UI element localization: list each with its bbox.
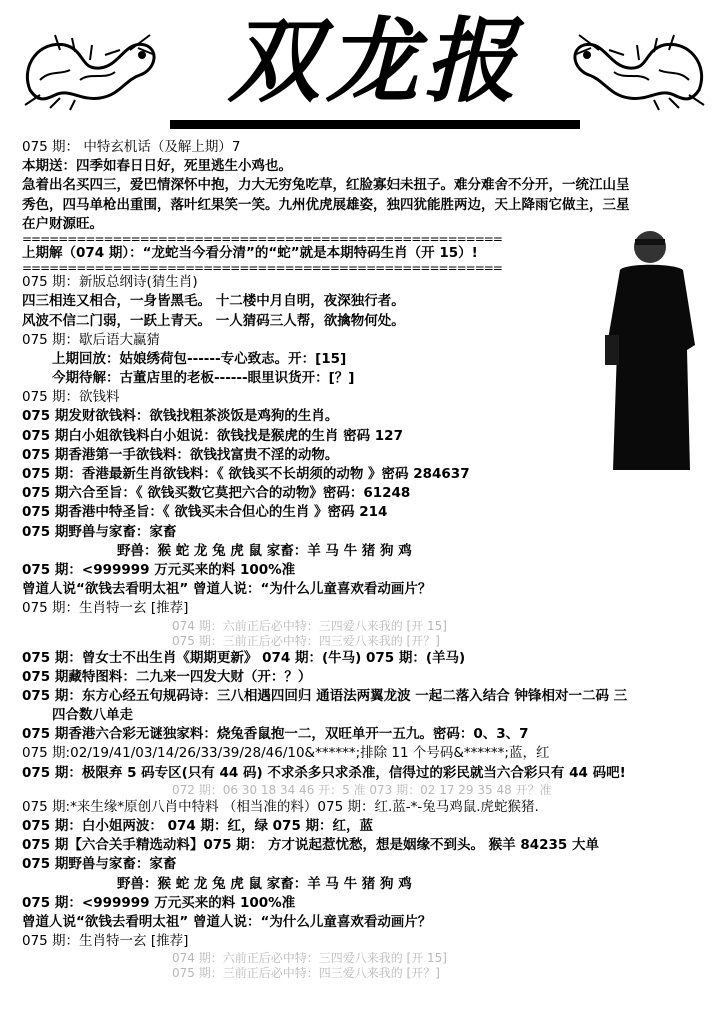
dragon-right-icon xyxy=(569,10,719,120)
text-line: 075 期： 中特玄机话（及解上期）7 xyxy=(22,139,241,155)
faded-line: 075 期：三前正后必中特：四三爱八来我的 [开？] xyxy=(172,966,440,981)
text-line: 075 期：欲钱料 xyxy=(22,389,120,406)
text-line: 075 期：极限弃 5 码专区(只有 44 码) 不求杀多只求杀准，信得过的彩民就当六合彩只有 44 码吧! xyxy=(22,764,626,781)
text-line: 上期回放：姑娘绣荷包------专心致志。开：[15] xyxy=(52,350,347,367)
text-line: 急着出名买四三，爱巴情深怀中抱，力大无穷兔吃草，红脸寡妇未扭子。难分难舍不分开，一统江山呈 xyxy=(22,177,630,194)
text-line: 075 期：<999999 万元买来的料 100%准 xyxy=(22,894,296,911)
faded-line: 074 期：六前正后必中特：三四爱八来我的 [开 15] xyxy=(172,951,447,966)
text-line: 四合数八单走 xyxy=(52,707,133,724)
text-line: 075 期：生肖特一玄 [推荐] xyxy=(22,600,189,617)
masthead-rule xyxy=(170,120,580,129)
text-line: 075 期野兽与家畜：家畜 xyxy=(22,523,177,540)
text-line: 075 期六合至旨：《 欲钱买数它莫把六合的动物》密码：61248 xyxy=(22,485,411,502)
text-line: 曾道人说“欲钱去看明太祖” 曾道人说：“为什么儿童喜欢看动画片？ xyxy=(22,913,432,930)
text-line: 075 期：生肖特一玄 [推荐] xyxy=(22,933,189,950)
text-line: 075 期发财欲钱料：欲钱找粗茶淡饭是鸡狗的生肖。 xyxy=(22,408,339,425)
text-line: 在户财源旺。 xyxy=(22,215,103,232)
text-line: 075 期：香港最新生肖欲钱料：《 欲钱买不长胡须的动物 》密码 284637 xyxy=(22,466,470,482)
text-line: 野兽：猴 蛇 龙 兔 虎 鼠 家畜：羊 马 牛 猪 狗 鸡 xyxy=(117,542,412,559)
text-line: 075 期香港六合彩无谜独家料：烧兔香鼠抱一二，双旺单开一五九。密码：0、3、7 xyxy=(22,726,529,743)
text-line: 075 期：曾女士不出生肖《期期更新》 074 期：(牛马) 075 期：(羊马) xyxy=(22,649,466,666)
faded-line: 075 期：三前正后必中特：四三爱八来我的 [开？] xyxy=(172,633,440,648)
text-line: 风波不信二门弱，一跃上青天。 一人猜码三人帮，欲擒物何处。 xyxy=(22,312,405,329)
article-body xyxy=(22,138,712,981)
text-line: 075 期：歇后语大赢猜 xyxy=(22,331,161,348)
text-line: 075 期：白小姐两波： 074 期：红，绿 075 期：红，蓝 xyxy=(22,818,374,834)
separator: ===================================================== xyxy=(22,233,502,244)
text-line: 075 期:*来生缘*原创八肖中特料 （相当准的料）075 期：红.蓝-*-兔马鸡鼠.虎蛇猴猪. xyxy=(22,798,539,815)
text-line: 075 期：东方心经五句规码诗：三八相遇四回归 通语法两翼龙波 一起二落入结合 钟锋相对一二码 三 xyxy=(22,687,628,704)
text-line: 075 期:02/19/41/03/14/26/33/39/28/46/10&******;排除 11 个号码&******;蓝，红 xyxy=(22,745,550,762)
separator: ===================================================== xyxy=(22,263,502,274)
faded-line: 074 期：六前正后必中特：三四爱八来我的 [开 15] xyxy=(172,618,447,633)
faded-line: 072 期：06 30 18 34 46 开：5 准 073 期：02 17 29 35 48 开？准 xyxy=(172,782,552,797)
text-line: 今期待解：古董店里的老板------眼里识货开：[？] xyxy=(52,370,355,387)
text-line: 075 期：<999999 万元买来的料 100%准 xyxy=(22,561,296,578)
text-line: 075 期野兽与家畜：家畜 xyxy=(22,856,177,873)
text-line: 曾道人说“欲钱去看明太祖” 曾道人说：“为什么儿童喜欢看动画片？ xyxy=(22,581,432,598)
text-line: 075 期藏特图料：二九来一四发大财（开：？） xyxy=(22,668,312,685)
text-line: 075 期【六合关手精选动料】075 期： 方才说起惹忧愁，想是姻缘不到头。 猴羊 84235 大单 xyxy=(22,837,600,854)
text-line: 075 期香港第一手欲钱料：欲钱找富贵不淫的动物。 xyxy=(22,446,339,463)
text-line: 075 期白小姐欲钱料白小姐说：欲钱找是猴虎的生肖 密码 127 xyxy=(22,427,403,444)
text-line: 野兽：猴 蛇 龙 兔 虎 鼠 家畜：羊 马 牛 猪 狗 鸡 xyxy=(117,875,412,892)
text-line: 075 期：新版总纲诗(猜生肖) xyxy=(22,274,198,291)
text-line: 本期送：四季如春日日好，死里逃生小鸡也。 xyxy=(22,158,292,175)
text-line: 四三相连又相合，一身皆黑毛。 十二楼中月自明，夜深独行者。 xyxy=(22,293,405,310)
text-line: 075 期香港中特圣旨：《 欲钱买未合但心的生肖 》密码 214 xyxy=(22,504,388,521)
masthead xyxy=(0,0,727,140)
dragon-left-icon xyxy=(10,10,160,120)
masthead-title: 双龙报 xyxy=(227,7,522,115)
text-line: 秀色，四马单枪出重围，落叶红果笑一笑。九州优虎展雄姿，独四犹能胜两边，天上降雨它做主，三星 xyxy=(22,196,630,213)
text-line: 上期解（074 期）：“龙蛇当今看分清”的“蛇”就是本期特码生肖（开 15）! xyxy=(22,244,478,261)
